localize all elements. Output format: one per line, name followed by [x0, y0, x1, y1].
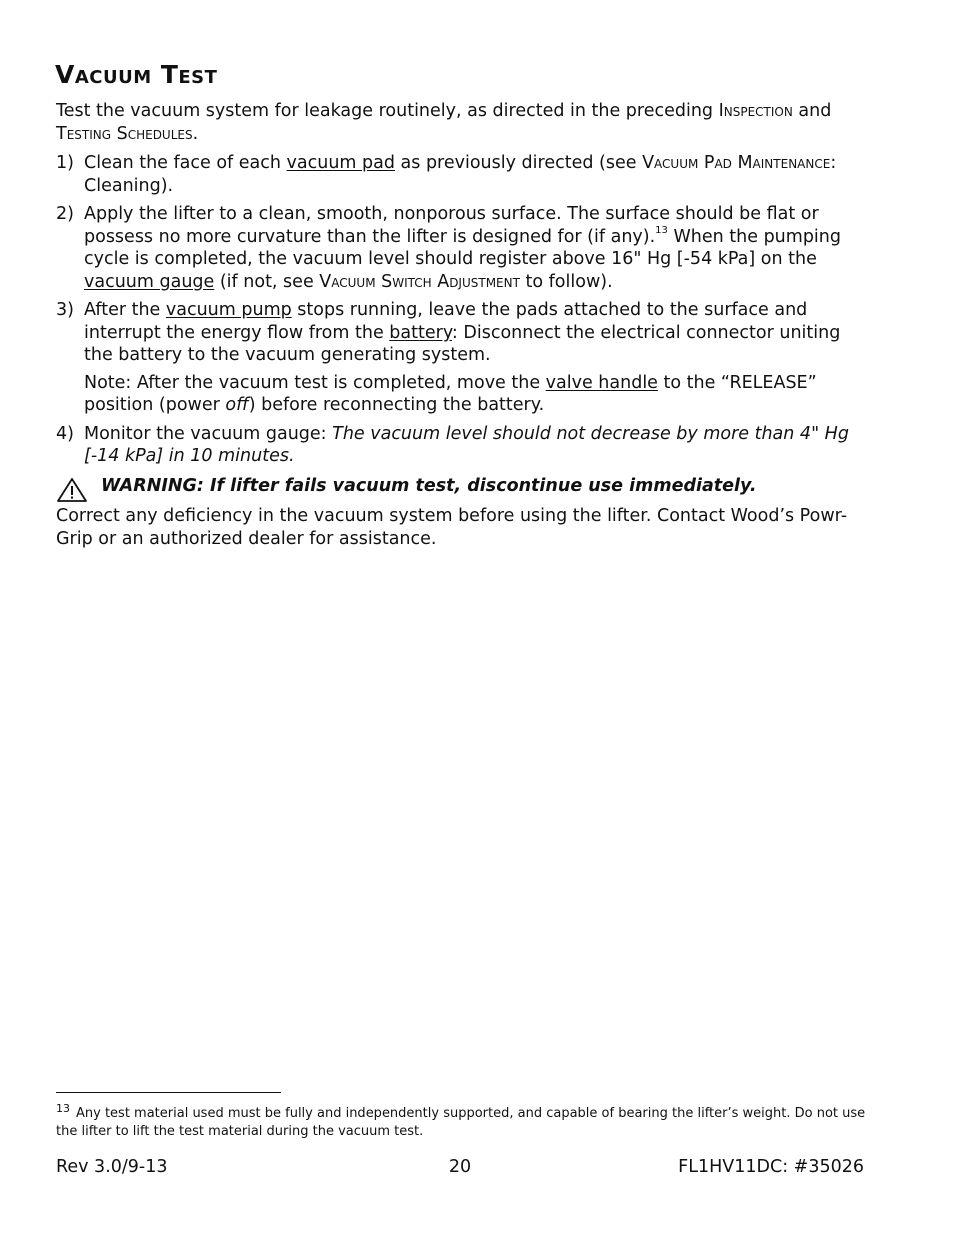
vacuum-pad-term: vacuum pad	[286, 153, 395, 173]
step-text: as previously directed (see	[394, 153, 643, 173]
footnote-mark: 13	[56, 1102, 70, 1115]
vacuum-switch-adjustment-reference: Vacuum Switch Adjustment	[319, 271, 520, 292]
note-text: to the “RELEASE” position (power	[84, 372, 817, 415]
revision-label: Rev 3.0/9-13	[56, 1157, 168, 1177]
step-number: 3)	[56, 300, 74, 320]
step-text: (if not, see	[214, 271, 320, 292]
step-text: Apply the lifter to a clean, smooth, nonporous surface. The surface should be flat or possess no more curvature than the lifter is designed for (if any).	[84, 204, 819, 247]
vacuum-criterion-text: The vacuum level should not decrease by more than 4" Hg [-14 kPa] in 10 minutes.	[84, 423, 849, 466]
step-1	[56, 152, 866, 197]
step-2	[56, 203, 866, 293]
footnote-reference: 13	[655, 224, 668, 236]
step-text: After the	[84, 300, 166, 320]
vacuum-pad-maintenance-reference: Vacuum Pad Maintenance	[642, 153, 831, 173]
section-heading: Vacuum Test	[55, 60, 218, 89]
page-number: 20	[448, 1157, 472, 1177]
footnote	[56, 1102, 866, 1141]
testing-schedules-reference: Testing Schedules	[56, 123, 193, 144]
document-id: FL1HV11DC: #35026	[678, 1157, 864, 1177]
step-3	[56, 299, 866, 417]
step-number: 1)	[56, 153, 74, 173]
step-note	[84, 372, 866, 417]
procedure-steps	[56, 152, 866, 474]
valve-handle-term: valve handle	[545, 372, 658, 393]
step-number: 2)	[56, 204, 74, 224]
inspection-reference: Inspection	[718, 101, 793, 121]
step-text: to follow).	[519, 271, 613, 292]
vacuum-pump-term: vacuum pump	[165, 300, 292, 320]
step-text: : Disconnect the electrical connector uniting the battery to the vacuum generating system.	[84, 322, 841, 365]
warning-callout	[56, 475, 876, 503]
step-text: : Cleaning).	[84, 153, 837, 196]
note-text: Note: After the vacuum test is completed, move the	[84, 372, 546, 393]
intro-text: and	[792, 101, 832, 121]
page-footer	[56, 1157, 864, 1181]
battery-term: battery	[389, 322, 452, 343]
vacuum-gauge-term: vacuum gauge	[84, 271, 215, 292]
note-text: ) before reconnecting the battery.	[248, 395, 545, 415]
closing-paragraph: Correct any deficiency in the vacuum system before using the lifter. Contact Wood’s Powr-Grip or an authorized dealer for assistance.	[56, 506, 848, 549]
power-off-term: off	[225, 395, 249, 415]
step-text: stops running, leave the pads attached to the surface and interrupt the energy flow from the	[84, 300, 808, 343]
intro-paragraph	[56, 100, 856, 145]
step-text: Clean the face of each	[84, 153, 287, 173]
step-text: When the pumping cycle is completed, the vacuum level should register above 16" Hg [-54 kPa] on the	[84, 226, 841, 269]
step-text: Monitor the vacuum gauge:	[84, 423, 333, 444]
footnote-divider	[56, 1092, 281, 1093]
intro-text: Test the vacuum system for leakage routinely, as directed in the preceding	[56, 101, 719, 121]
intro-text: .	[192, 123, 199, 144]
warning-triangle-icon	[56, 477, 88, 503]
footnote-text: Any test material used must be fully and independently supported, and capable of bearing the lifter’s weight. Do not use the lifter to lift the test material during the vacuum test.	[56, 1106, 866, 1139]
step-number: 4)	[56, 423, 74, 444]
warning-text: WARNING: If lifter fails vacuum test, discontinue use immediately.	[101, 476, 757, 496]
step-4	[56, 423, 866, 468]
